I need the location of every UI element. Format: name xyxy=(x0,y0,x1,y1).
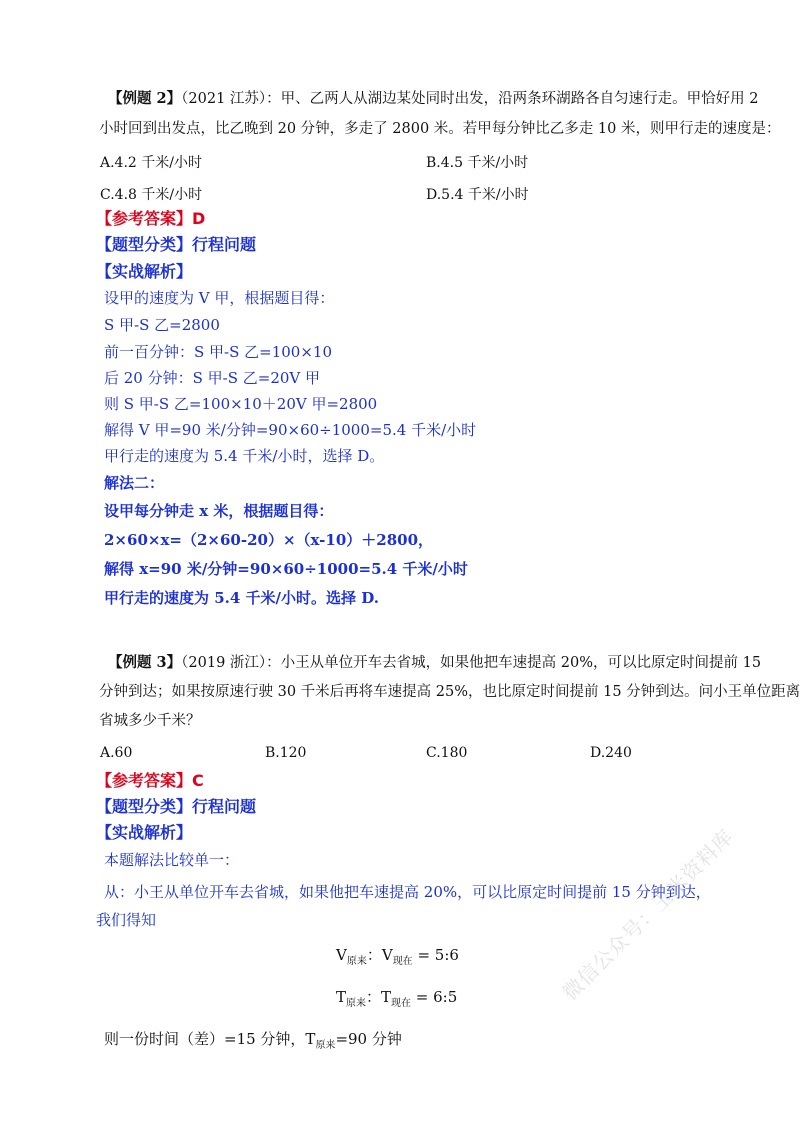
example-2-option-a: A.4.2 千米/小时 xyxy=(100,155,202,171)
example-3-category: 【题型分类】行程问题 xyxy=(96,797,257,816)
example-3-option-c: C.180 xyxy=(426,745,468,761)
example-3-solution-line-2: 从：小王从单位开车去省城，如果他把车速提高 20%，可以比原定时间提前 15 分钟到达， xyxy=(104,883,711,901)
example-3-option-b: B.120 xyxy=(265,745,307,761)
example-2-method-2-line-4: 甲行走的速度为 5.4 千米/小时。选择 D. xyxy=(104,589,379,607)
velocity-ratio-formula: $V_{原来}$：$V_{现在}$ = 5:6 xyxy=(336,946,459,967)
example-2-answer: 【参考答案】D xyxy=(96,209,206,228)
example-2-method-2-line-2: 2×60×x=（2×60-20）×（x-10）＋2800， xyxy=(104,531,434,549)
example-2-solution-line-1: 设甲的速度为 V 甲，根据题目得： xyxy=(104,289,335,307)
example-2-solution-line-3: 前一百分钟：S 甲-S 乙=100×10 xyxy=(104,343,333,361)
example-2-method-2-line-3: 解得 x=90 米/分钟=90×60÷1000=5.4 千米/小时 xyxy=(104,560,468,578)
example-3-analysis-heading: 【实战解析】 xyxy=(96,823,193,842)
example-2-solution-line-5: 则 S 甲-S 乙=100×10＋20V 甲=2800 xyxy=(104,395,378,413)
example-2-solution-line-7: 甲行走的速度为 5.4 千米/小时，选择 D。 xyxy=(104,447,385,465)
example-3-question-line-2: 分钟到达；如果按原速行驶 30 千米后再将车速提高 25%，也比原定时间提前 15 分钟到达。问小王单位距离 xyxy=(99,684,800,700)
example-2-option-c: C.4.8 千米/小时 xyxy=(100,187,203,203)
example-2-option-d: D.5.4 千米/小时 xyxy=(426,187,529,203)
watermark-text: 微信公众号：玉米资料库 xyxy=(557,824,739,1005)
example-3-option-d: D.240 xyxy=(590,745,632,761)
example-2-solution-line-2: S 甲-S 乙=2800 xyxy=(104,316,220,334)
example-3-label: 【例题 3】 xyxy=(108,654,182,671)
example-3-solution-line-3: 我们得知 xyxy=(96,911,157,929)
example-3-solution-line-4: 则一份时间（差）=15 分钟，$T_{原来}=90$ 分钟 xyxy=(104,1030,402,1051)
example-3-question-line-1 xyxy=(108,656,761,671)
example-3-question-line-3: 省城多少千米？ xyxy=(99,713,201,729)
example-2-question-line-2: 小时回到出发点，比乙晚到 20 分钟，多走了 2800 米。若甲每分钟比乙多走 10 米，则甲行走的速度是： xyxy=(99,121,781,137)
example-2-question-text-1: （2021 江苏）：甲、乙两人从湖边某处同时出发，沿两条环湖路各自匀速行走。甲恰好用 2 xyxy=(181,91,759,107)
example-2-option-b: B.4.5 千米/小时 xyxy=(426,155,529,171)
example-2-category: 【题型分类】行程问题 xyxy=(96,235,257,254)
example-3-question-text-1: （2019 浙江）：小王从单位开车去省城，如果他把车速提高 20%，可以比原定时间提前 15 xyxy=(181,655,762,671)
example-2-label: 【例题 2】 xyxy=(108,90,182,107)
example-2-question-line-1 xyxy=(108,92,758,107)
example-3-option-a: A.60 xyxy=(100,745,133,761)
example-3-answer: 【参考答案】C xyxy=(96,771,204,790)
example-2-method-2-line-1: 设甲每分钟走 x 米，根据题目得： xyxy=(104,502,334,520)
example-3-solution-line-1: 本题解法比较单一： xyxy=(104,851,240,869)
example-2-method-2-heading: 解法二： xyxy=(104,474,165,492)
example-2-analysis-heading: 【实战解析】 xyxy=(96,262,193,281)
example-2-solution-line-6: 解得 V 甲=90 米/分钟=90×60÷1000=5.4 千米/小时 xyxy=(104,421,477,439)
time-ratio-formula: $T_{原来}$：$T_{现在}$ = 6:5 xyxy=(336,988,458,1009)
example-2-solution-line-4: 后 20 分钟：S 甲-S 乙=20V 甲 xyxy=(104,369,321,387)
